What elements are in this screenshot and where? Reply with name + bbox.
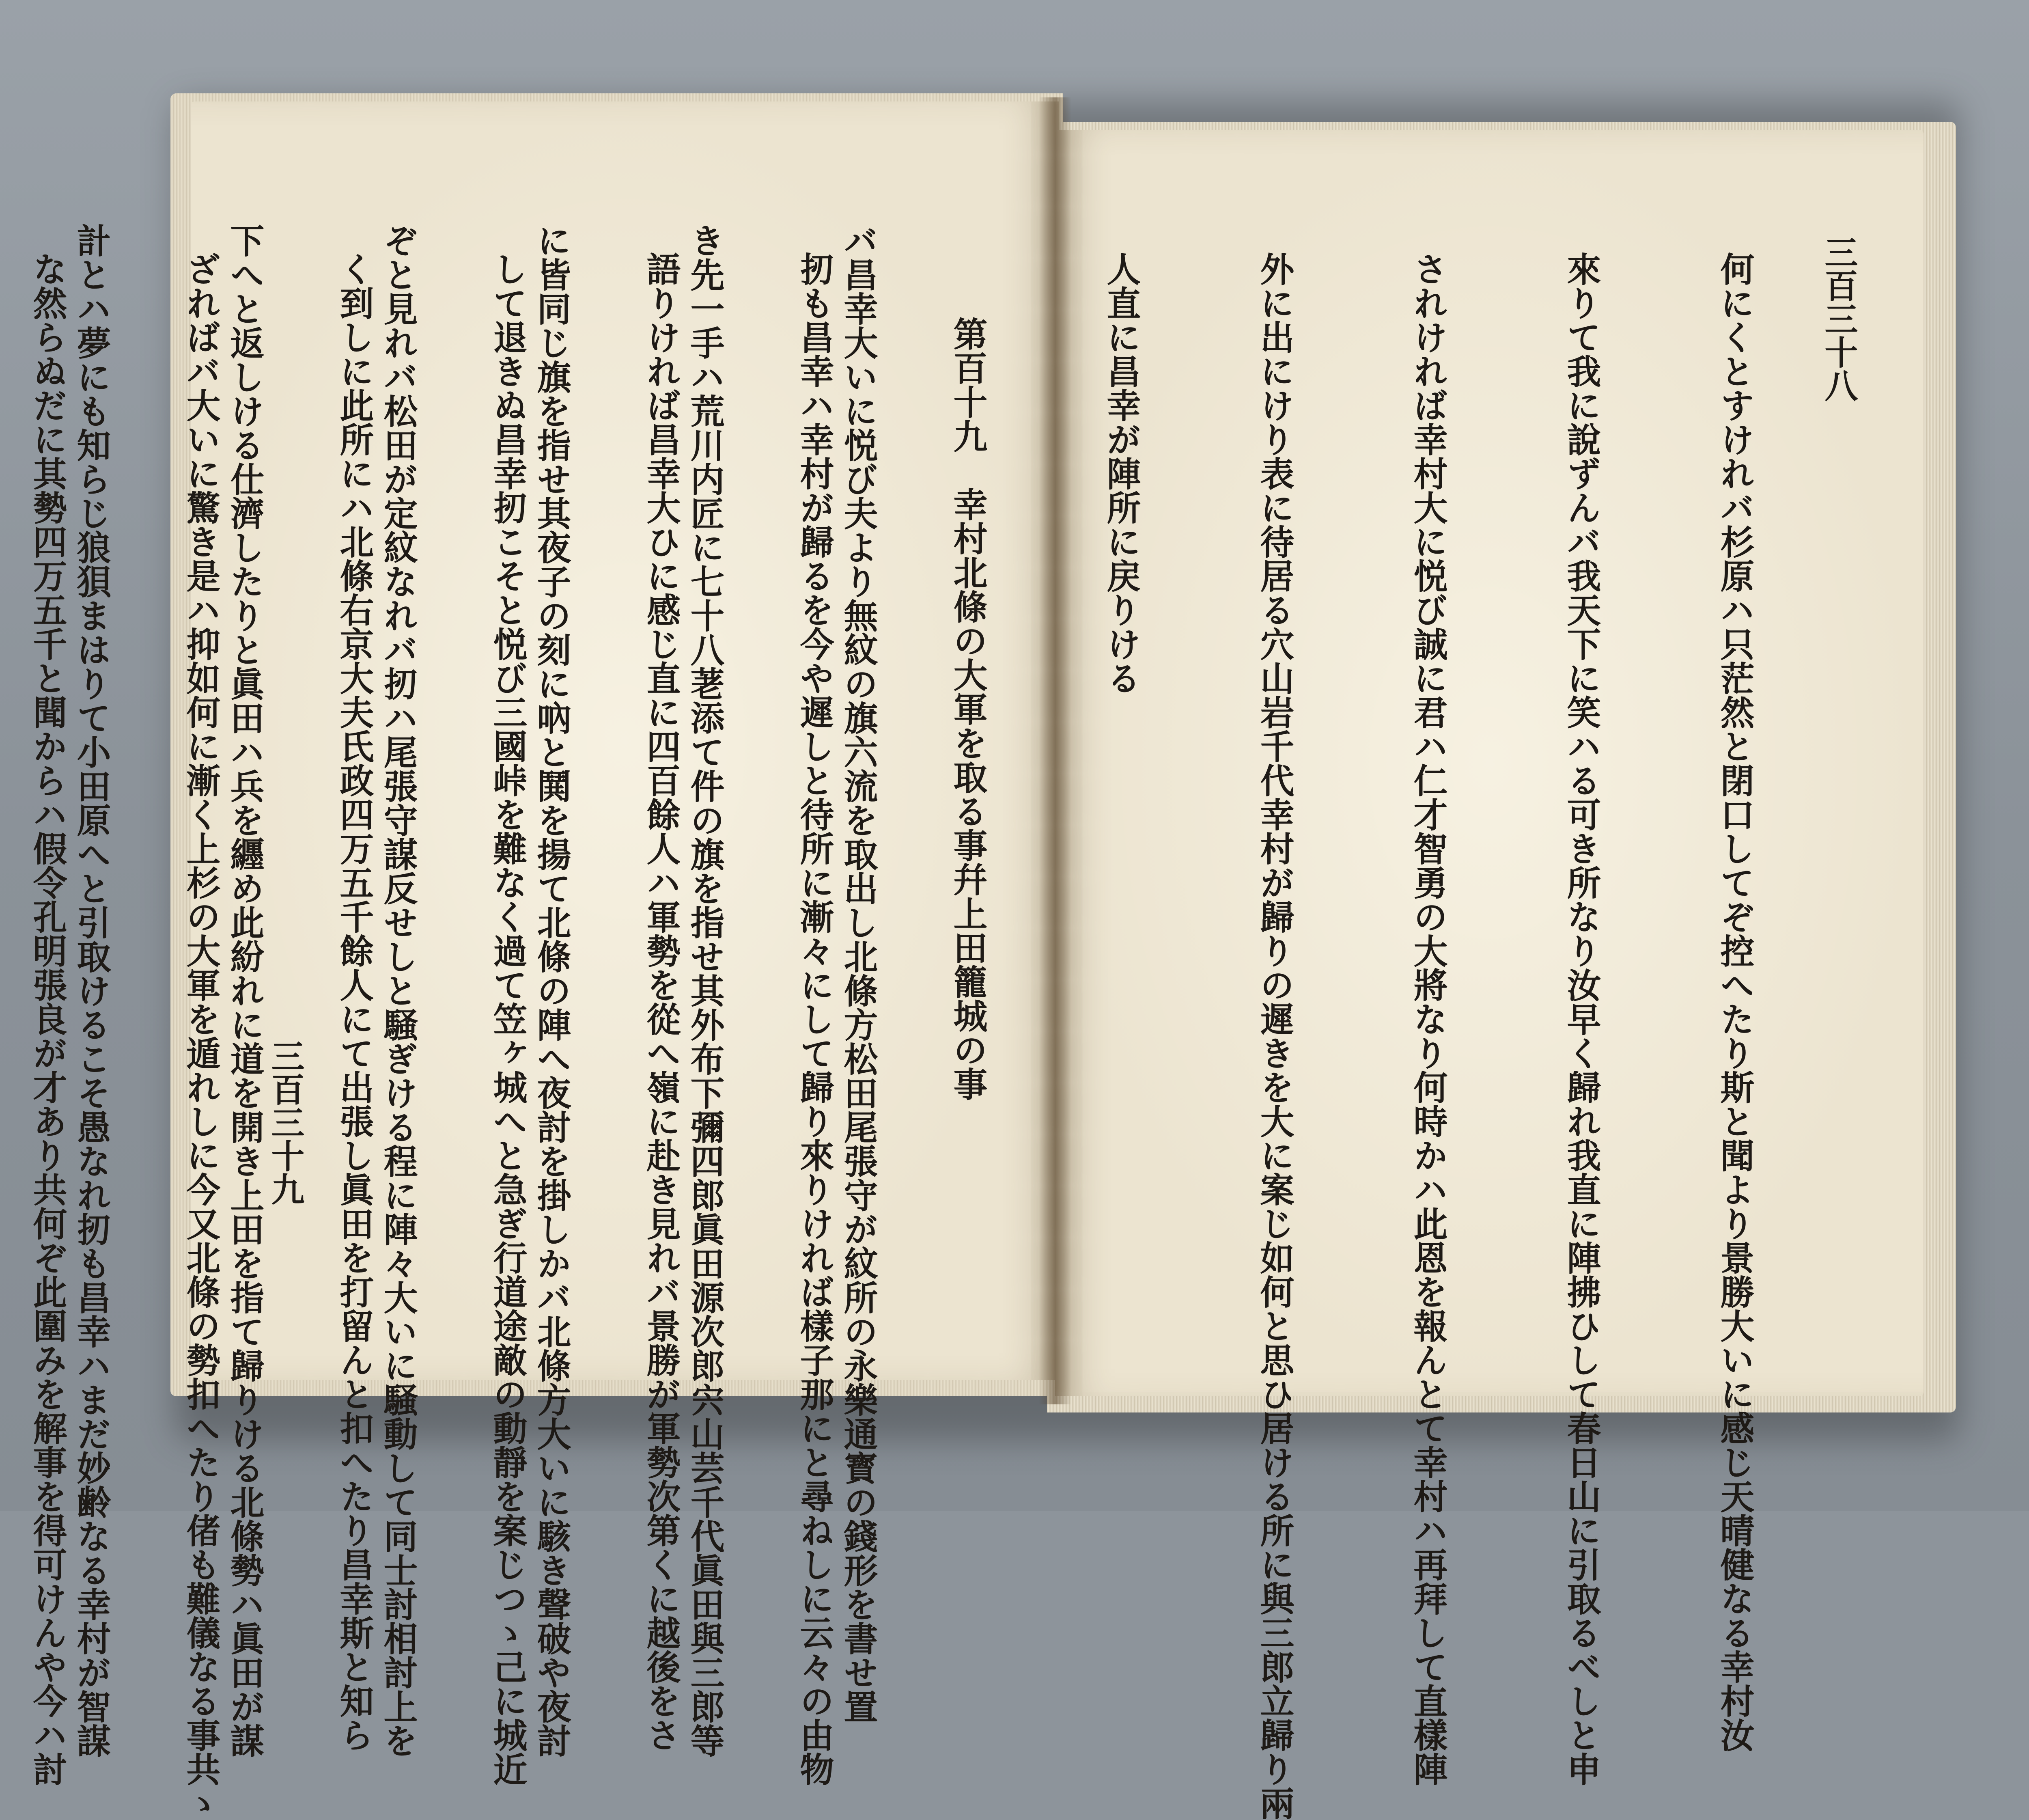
text-line: 外に出にけり表に待居る穴山岩千代幸村が歸りの遲きを大に案じ如何と思ひ居ける所に與三郎立歸り兩: [1255, 252, 1295, 1820]
right-page-body: [0, 252, 1863, 1820]
text-line: 人直に昌幸が陣所に戻りける: [1101, 252, 1142, 695]
text-line: 計とハ夢にも知らじ狼狽まはりて小田原へと引取けるこそ愚なれ扨も昌幸ハまだ妙齢なる幸村が智謀: [71, 223, 112, 1757]
text-line: ざればバ大いに驚き是ハ抑如何に漸く上杉の大軍を遁れしに今又北條の勢扣へたり偖も難儀なる事共ゝ: [181, 252, 221, 1820]
text-line: ぞと見れバ松田が定紋なれバ扨ハ尾張守謀反せしと騒ぎける程に陣々大いに騒動して同士討相討上を: [378, 223, 418, 1757]
text-line: く到しに此所にハ北條右京大夫氏政四万五千餘人にて出張し眞田を打留んと扣へたり昌幸斯と知ら: [334, 252, 375, 1752]
text-line: して退きぬ昌幸扨こそと悦び三國峠を難なく過て笠ヶ城へと急ぎ行道途敵の動靜を案じつゝ己に城近: [488, 252, 528, 1786]
book-gutter: [1039, 97, 1071, 1404]
text-line: 扨も昌幸ハ幸村が歸るを今や遲しと待所に漸々にして歸り來りければ樣子那にと尋ねしに云々の由物: [795, 252, 835, 1786]
text-line: き先一手ハ荒川内匠に七十八荖添て件の旗を指せ其外布下彌四郎眞田源次郎宍山芸千代眞田與三郎等: [685, 223, 725, 1757]
text-line: 何にくとすけれバ杉原ハ只茫然と閉口してぞ控へたり斯と聞より景勝大いに感じ天晴健なる幸村汝: [1715, 252, 1755, 1752]
text-line: されければ幸村大に悦び誠に君ハ仁才智勇の大將なり何時かハ此恩を報んとて幸村ハ再拜して直樣陣: [1408, 252, 1448, 1786]
text-line: 語りければ昌幸大ひに感じ直に四百餘人ハ軍勢を從へ嶺に赴き見れバ景勝が軍勢次第くに越後をさ: [641, 252, 681, 1752]
page-number: 三百三十九: [266, 1039, 305, 1205]
text-line: に皆同じ旗を指せ其夜子の刻に吶と鬨を揚て北條の陣へ夜討を掛しかバ北條方大いに駭き聲破や夜討: [532, 223, 572, 1757]
text-line: バ昌幸大いに悦び夫より無紋の旗六流を取出し北條方松田尾張守が紋所の永樂通寳の錢形を書せ置: [838, 223, 879, 1723]
chapter-heading: 第百十九 幸村北條の大軍を取る事幷上田籠城の事: [948, 317, 988, 1101]
text-line: 來りて我に說ずんバ我天下に笑ハる可き所なり汝早く歸れ我直に陣拂ひして春日山に引取るべしと申: [1562, 252, 1602, 1786]
text-line: な然らぬだに其勢四万五千と聞からハ假令孔明張良が才あり共何ぞ此圍みを解事を得可けんや今ハ討: [28, 252, 68, 1786]
text-line: 下へと返しける仕濟したりと眞田ハ兵を纒め此紛れに道を開き上田を指て歸りける北條勢ハ眞田が謀: [225, 223, 265, 1757]
page-number: 三百三十八: [1819, 235, 1858, 402]
